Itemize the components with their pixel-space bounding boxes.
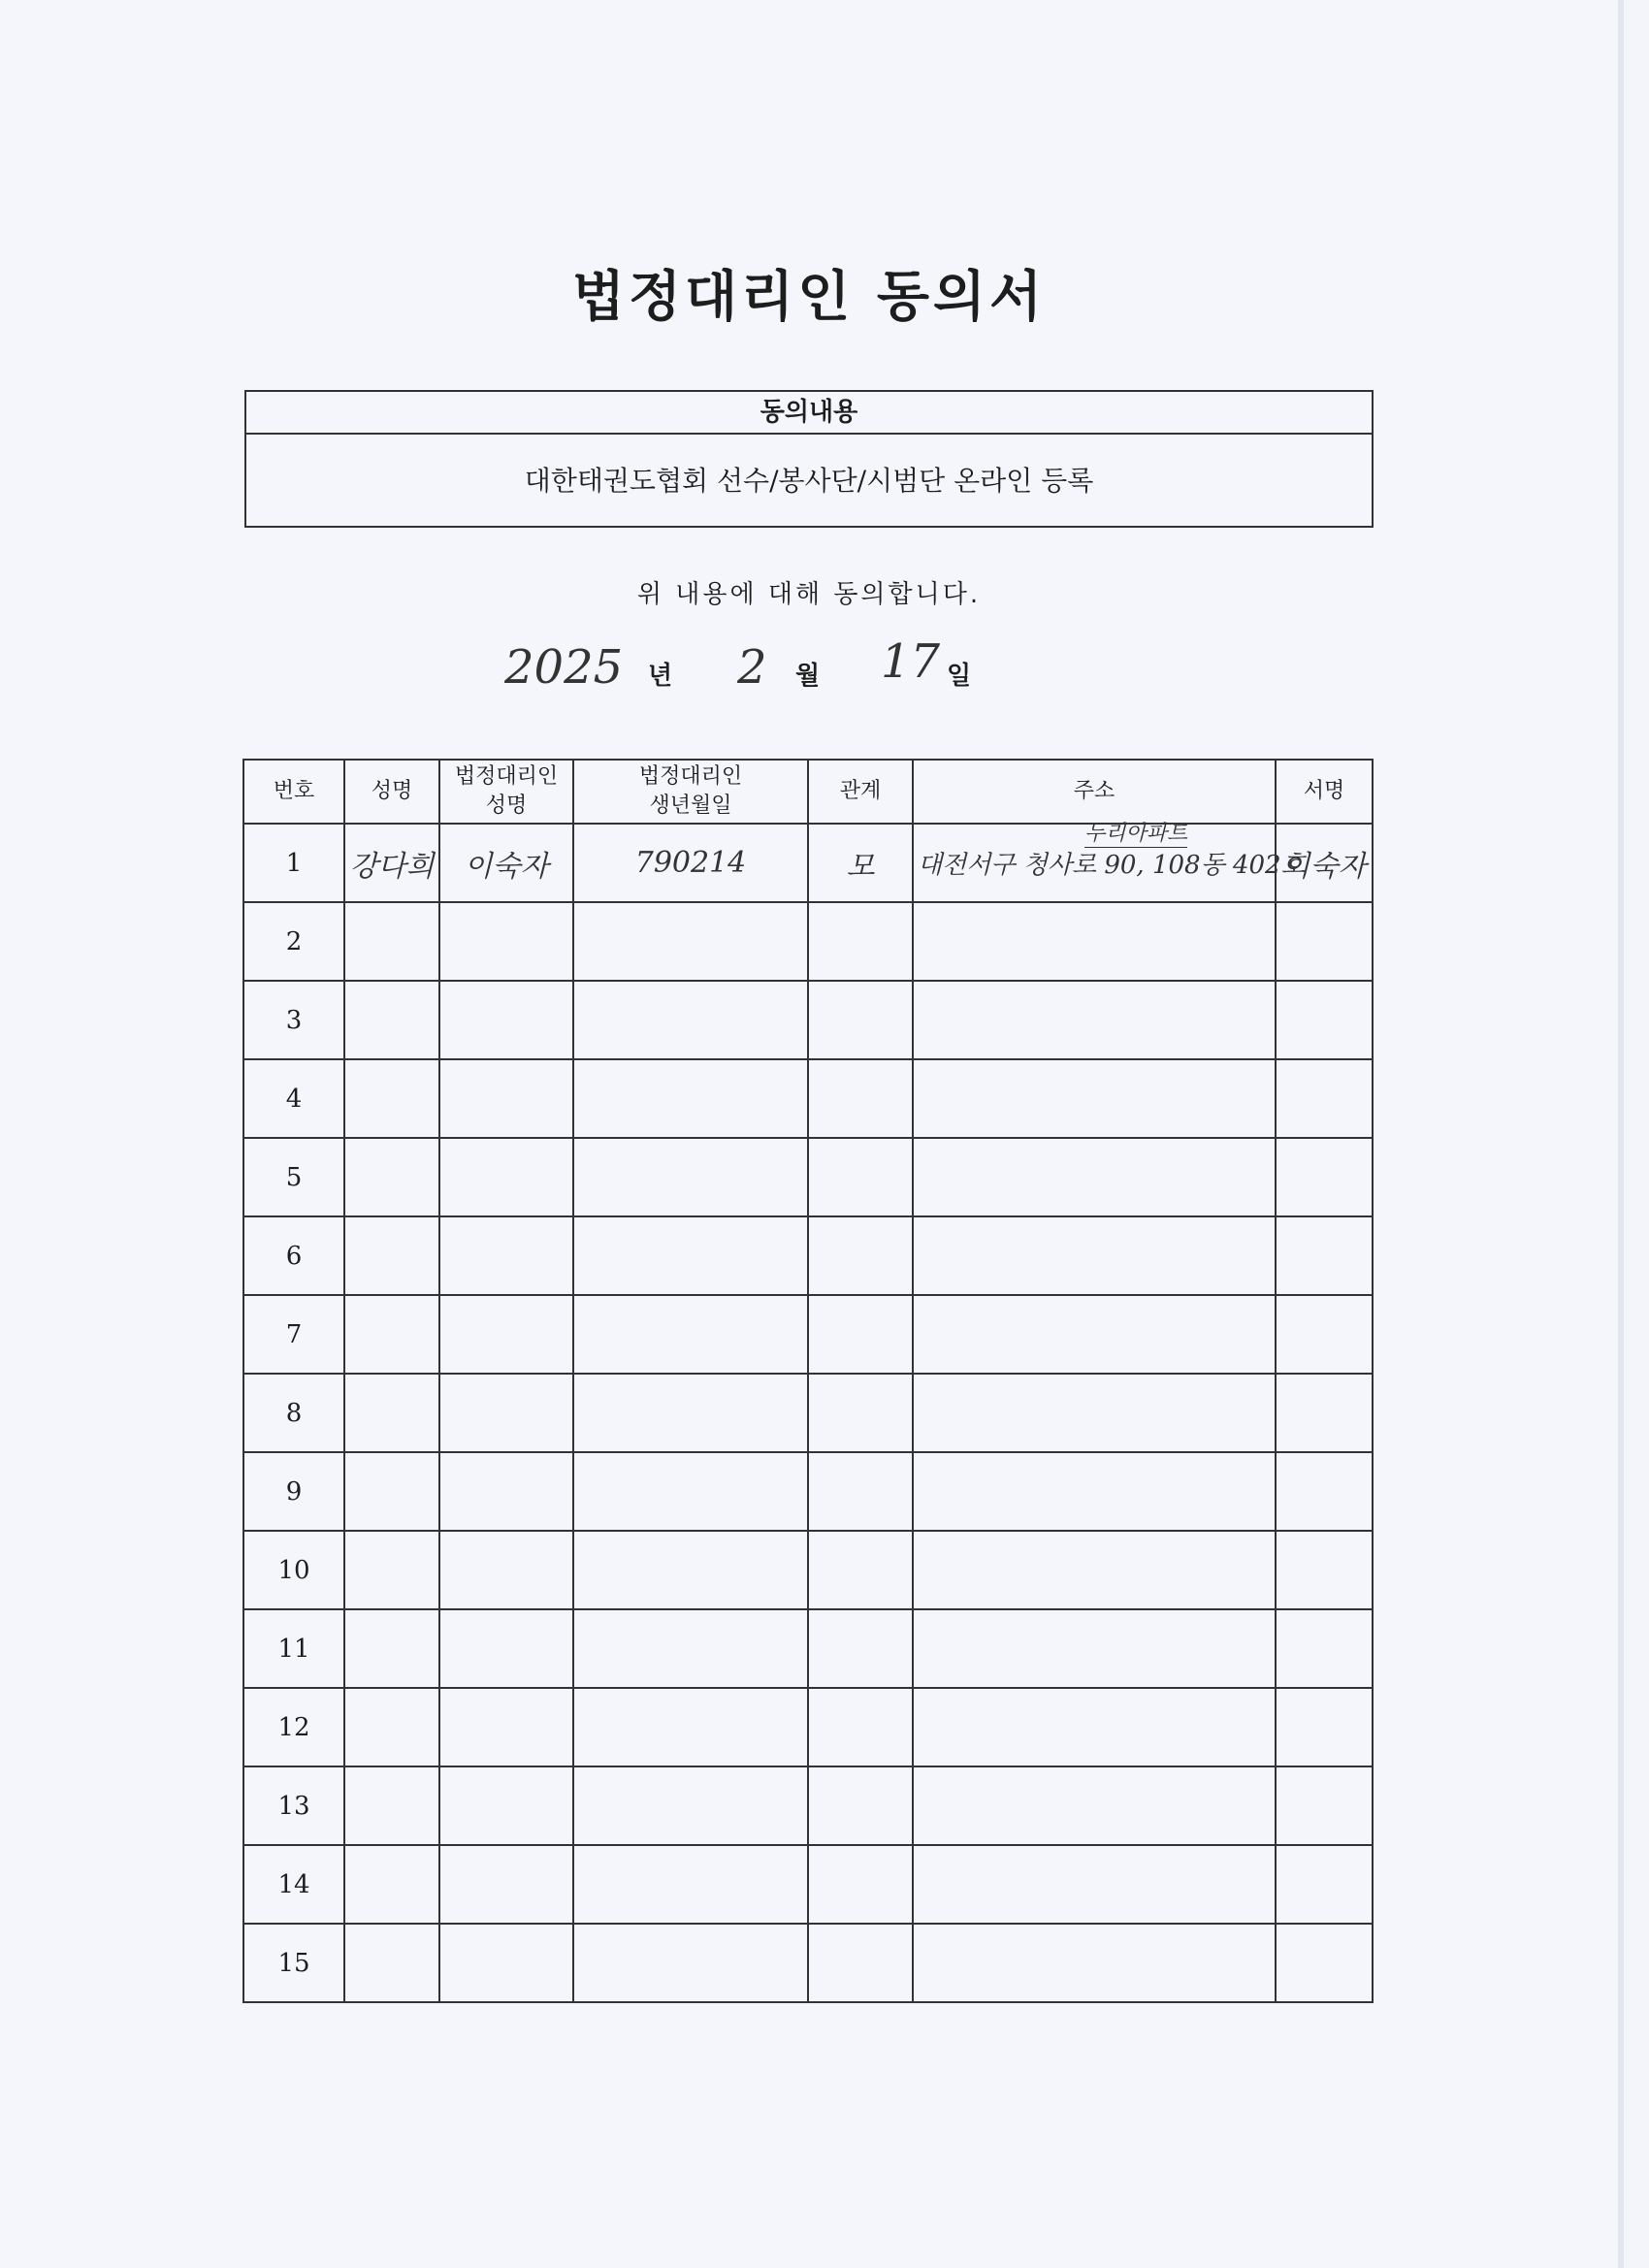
consent-box bbox=[244, 390, 1374, 528]
table-row bbox=[243, 1216, 1373, 1295]
header-no: 번호 bbox=[243, 760, 344, 824]
cell-no: 11 bbox=[243, 1609, 344, 1688]
cell-no: 6 bbox=[243, 1216, 344, 1295]
cell-no: 3 bbox=[243, 981, 344, 1059]
cell-empty bbox=[1276, 1138, 1373, 1216]
cell-empty bbox=[573, 1138, 808, 1216]
cell-empty bbox=[344, 1609, 439, 1688]
header-guardian-name-line2: 성명 bbox=[485, 794, 528, 818]
table-row bbox=[243, 1924, 1373, 2002]
table-row bbox=[243, 1295, 1373, 1374]
table-row bbox=[243, 824, 1373, 902]
cell-empty bbox=[808, 1609, 913, 1688]
cell-empty bbox=[344, 1766, 439, 1845]
cell-relation: 모 bbox=[808, 824, 913, 902]
date-day: 17 bbox=[881, 634, 941, 689]
cell-empty bbox=[1276, 1609, 1373, 1688]
cell-empty bbox=[913, 1216, 1276, 1295]
header-guardian-birth bbox=[573, 760, 808, 824]
cell-empty bbox=[344, 902, 439, 981]
cell-guardian-birth: 790214 bbox=[573, 824, 808, 902]
table-header-row bbox=[243, 760, 1373, 824]
cell-empty bbox=[1276, 1924, 1373, 2002]
cell-empty bbox=[913, 1531, 1276, 1609]
cell-empty bbox=[573, 1059, 808, 1138]
cell-empty bbox=[808, 1766, 913, 1845]
cell-empty bbox=[573, 981, 808, 1059]
cell-empty bbox=[913, 981, 1276, 1059]
table-row bbox=[243, 1531, 1373, 1609]
cell-guardian-name: 이숙자 bbox=[439, 824, 573, 902]
cell-empty bbox=[913, 1609, 1276, 1688]
cell-no: 13 bbox=[243, 1766, 344, 1845]
table-row bbox=[243, 1845, 1373, 1924]
cell-empty bbox=[344, 1845, 439, 1924]
cell-empty bbox=[808, 1374, 913, 1452]
cell-empty bbox=[344, 1374, 439, 1452]
cell-empty bbox=[1276, 902, 1373, 981]
cell-empty bbox=[913, 902, 1276, 981]
cell-no: 9 bbox=[243, 1452, 344, 1531]
cell-empty bbox=[1276, 1374, 1373, 1452]
cell-empty bbox=[913, 1688, 1276, 1766]
cell-empty bbox=[1276, 1216, 1373, 1295]
cell-empty bbox=[808, 1531, 913, 1609]
cell-no: 12 bbox=[243, 1688, 344, 1766]
cell-no: 1 bbox=[243, 824, 344, 902]
cell-empty bbox=[1276, 1688, 1373, 1766]
cell-empty bbox=[344, 1924, 439, 2002]
cell-empty bbox=[439, 1452, 573, 1531]
cell-no: 15 bbox=[243, 1924, 344, 2002]
cell-empty bbox=[913, 1295, 1276, 1374]
cell-empty bbox=[573, 1845, 808, 1924]
table-row bbox=[243, 1688, 1373, 1766]
date-line bbox=[504, 634, 1086, 698]
table-row bbox=[243, 1609, 1373, 1688]
cell-empty bbox=[439, 1295, 573, 1374]
header-name: 성명 bbox=[344, 760, 439, 824]
header-relation: 관계 bbox=[808, 760, 913, 824]
cell-empty bbox=[573, 902, 808, 981]
cell-empty bbox=[573, 1295, 808, 1374]
cell-empty bbox=[439, 1609, 573, 1688]
cell-empty bbox=[913, 1924, 1276, 2002]
cell-empty bbox=[439, 1688, 573, 1766]
cell-empty bbox=[808, 1295, 913, 1374]
cell-empty bbox=[573, 1531, 808, 1609]
cell-empty bbox=[344, 1531, 439, 1609]
date-day-unit: 일 bbox=[947, 662, 972, 691]
header-sign: 서명 bbox=[1276, 760, 1373, 824]
cell-empty bbox=[808, 1059, 913, 1138]
cell-empty bbox=[344, 1138, 439, 1216]
cell-empty bbox=[573, 1452, 808, 1531]
cell-empty bbox=[344, 1452, 439, 1531]
cell-empty bbox=[913, 1059, 1276, 1138]
cell-empty bbox=[439, 1059, 573, 1138]
cell-empty bbox=[808, 1452, 913, 1531]
address-insert: 누리아파트 bbox=[1084, 817, 1187, 848]
cell-empty bbox=[439, 1924, 573, 2002]
consent-content: 대한태권도협회 선수/봉사단/시범단 온라인 등록 bbox=[524, 465, 1094, 497]
cell-empty bbox=[808, 1688, 913, 1766]
cell-empty bbox=[1276, 1766, 1373, 1845]
date-year-unit: 년 bbox=[648, 662, 673, 691]
cell-empty bbox=[439, 1766, 573, 1845]
cell-empty bbox=[573, 1924, 808, 2002]
header-guardian-birth-line2: 생년월일 bbox=[649, 794, 732, 818]
date-month-unit: 월 bbox=[795, 662, 821, 691]
cell-empty bbox=[913, 1452, 1276, 1531]
cell-empty bbox=[1276, 981, 1373, 1059]
cell-empty bbox=[439, 1216, 573, 1295]
cell-empty bbox=[1276, 1295, 1373, 1374]
agree-statement: 위 내용에 대해 동의합니다. bbox=[636, 580, 982, 609]
cell-no: 2 bbox=[243, 902, 344, 981]
cell-empty bbox=[808, 1924, 913, 2002]
cell-empty bbox=[344, 981, 439, 1059]
cell-no: 7 bbox=[243, 1295, 344, 1374]
cell-empty bbox=[344, 1295, 439, 1374]
cell-empty bbox=[808, 1216, 913, 1295]
header-address: 주소 bbox=[913, 760, 1276, 824]
cell-sign: 이숙자 bbox=[1276, 824, 1373, 902]
header-guardian-name-line1: 법정대리인 bbox=[454, 764, 559, 789]
table-row bbox=[243, 1766, 1373, 1845]
cell-empty bbox=[1276, 1452, 1373, 1531]
cell-empty bbox=[439, 1845, 573, 1924]
cell-address bbox=[913, 822, 1306, 902]
cell-empty bbox=[808, 981, 913, 1059]
header-guardian-name bbox=[439, 760, 573, 824]
cell-empty bbox=[913, 1138, 1276, 1216]
cell-no: 8 bbox=[243, 1374, 344, 1452]
consent-table bbox=[242, 759, 1374, 2003]
cell-name: 강다희 bbox=[344, 824, 439, 902]
cell-empty bbox=[808, 1845, 913, 1924]
page-title: 법정대리인 동의서 bbox=[571, 265, 1047, 329]
cell-empty bbox=[1276, 1845, 1373, 1924]
cell-no: 4 bbox=[243, 1059, 344, 1138]
cell-empty bbox=[344, 1216, 439, 1295]
address-text: 대전서구 청사로 90, 108동 402호 bbox=[918, 851, 1306, 880]
cell-empty bbox=[573, 1766, 808, 1845]
date-month: 2 bbox=[737, 640, 767, 695]
cell-empty bbox=[439, 1531, 573, 1609]
consent-header: 동의내용 bbox=[246, 392, 1372, 435]
table-row bbox=[243, 1374, 1373, 1452]
header-guardian-birth-line1: 법정대리인 bbox=[638, 764, 743, 789]
cell-empty bbox=[808, 1138, 913, 1216]
cell-empty bbox=[913, 1766, 1276, 1845]
cell-empty bbox=[913, 1374, 1276, 1452]
cell-no: 10 bbox=[243, 1531, 344, 1609]
cell-empty bbox=[439, 902, 573, 981]
cell-empty bbox=[913, 1845, 1276, 1924]
table-row bbox=[243, 902, 1373, 981]
table-row bbox=[243, 1059, 1373, 1138]
cell-empty bbox=[573, 1688, 808, 1766]
table-row bbox=[243, 981, 1373, 1059]
cell-empty bbox=[344, 1688, 439, 1766]
table-row bbox=[243, 1138, 1373, 1216]
cell-no: 14 bbox=[243, 1845, 344, 1924]
cell-no: 5 bbox=[243, 1138, 344, 1216]
cell-empty bbox=[573, 1374, 808, 1452]
cell-empty bbox=[808, 902, 913, 981]
cell-empty bbox=[1276, 1059, 1373, 1138]
cell-empty bbox=[439, 981, 573, 1059]
table-row bbox=[243, 1452, 1373, 1531]
date-year: 2025 bbox=[504, 640, 624, 695]
cell-empty bbox=[439, 1138, 573, 1216]
cell-empty bbox=[1276, 1531, 1373, 1609]
cell-empty bbox=[344, 1059, 439, 1138]
cell-empty bbox=[573, 1216, 808, 1295]
cell-empty bbox=[439, 1374, 573, 1452]
cell-empty bbox=[573, 1609, 808, 1688]
